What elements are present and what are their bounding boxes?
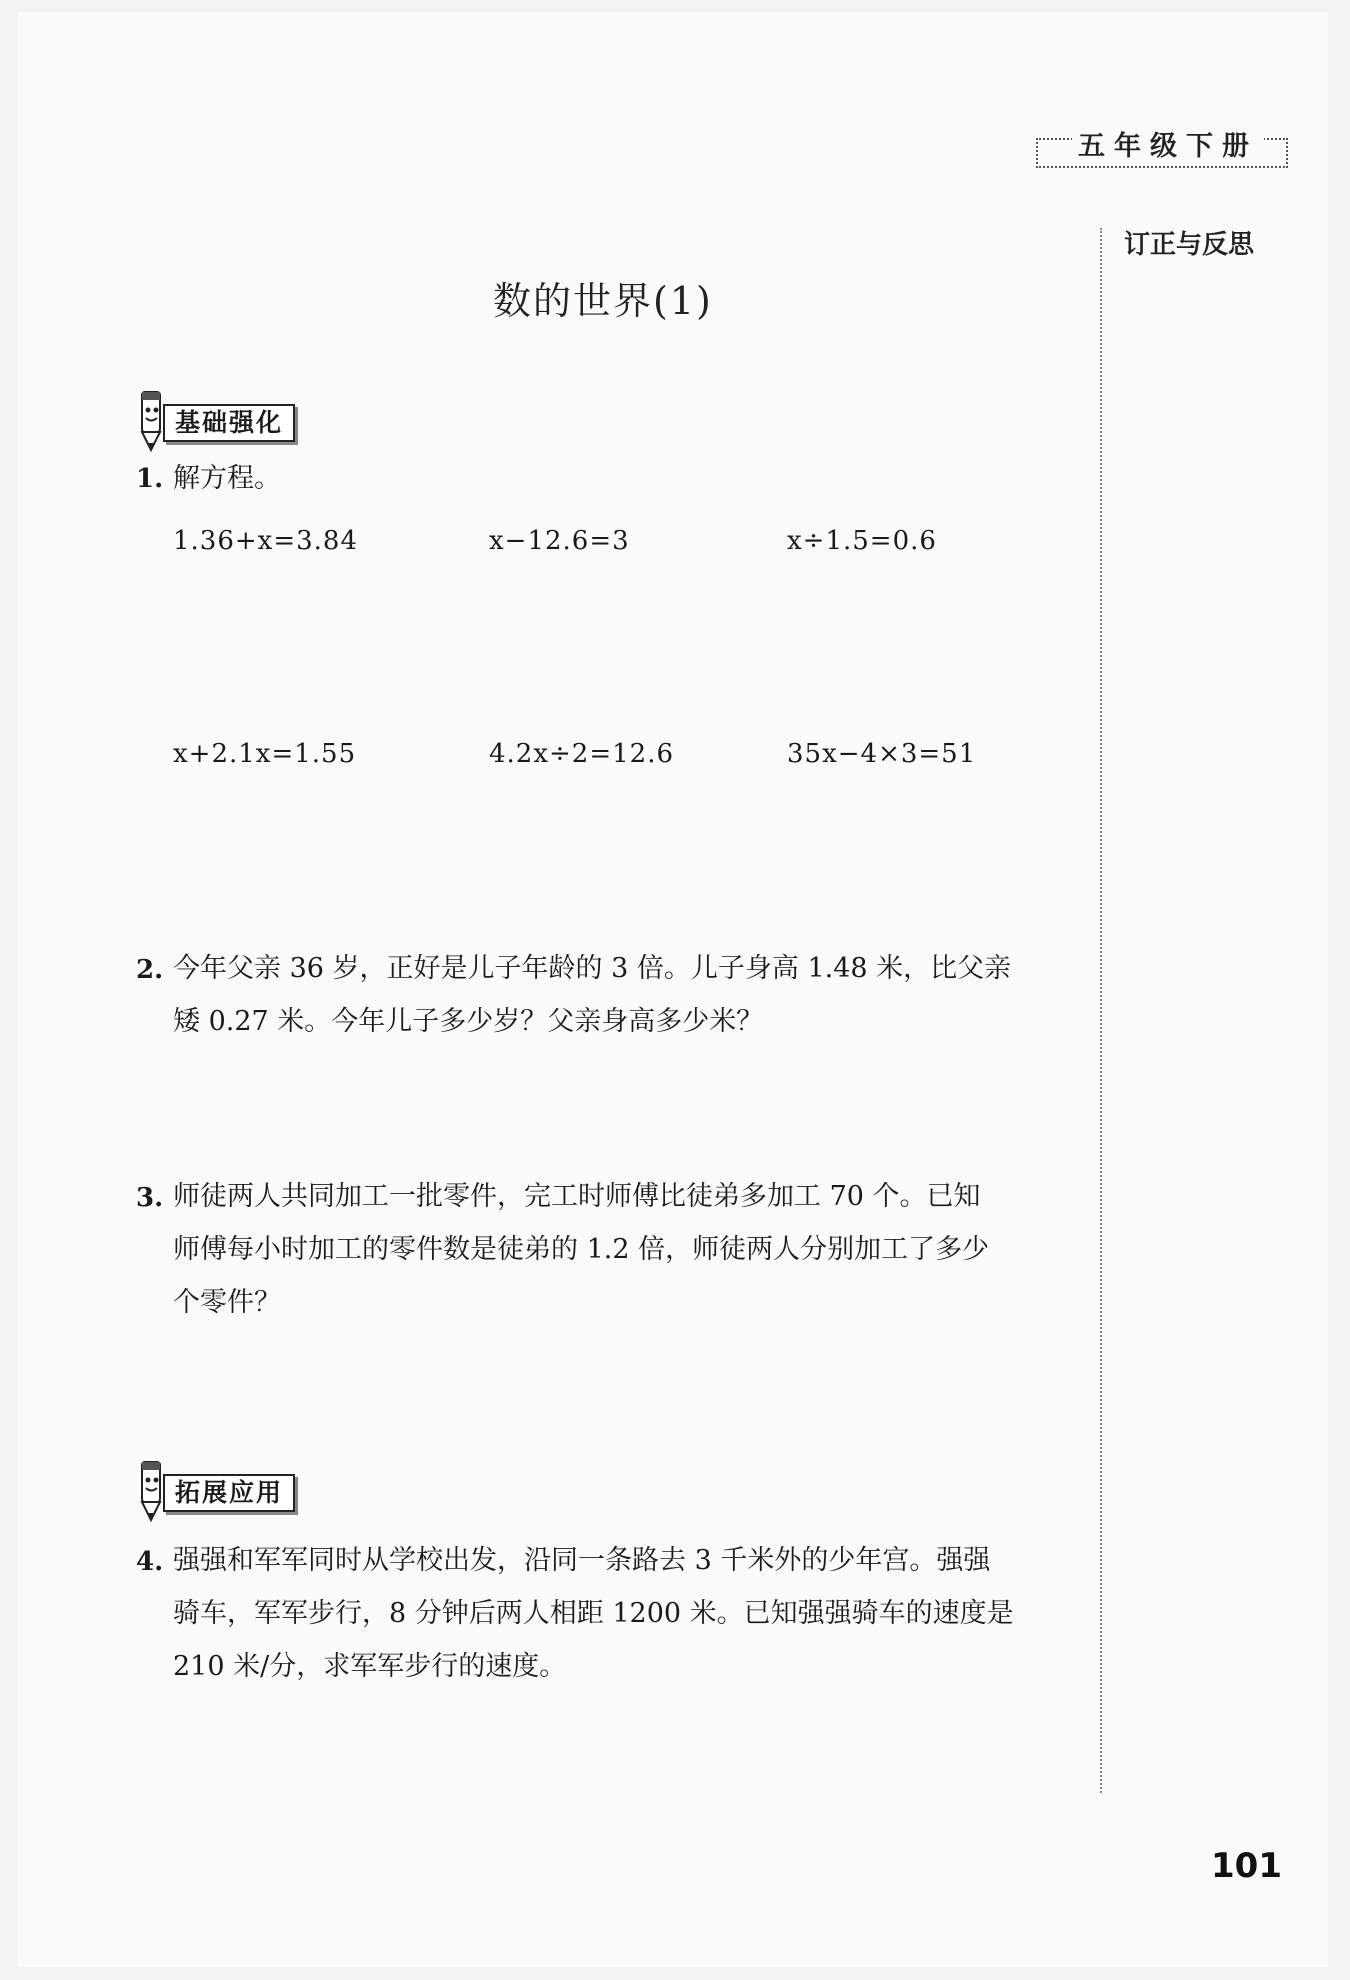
equation: 1.36+x=3.84 xyxy=(173,526,359,556)
question-text-line: 210 米/分，求军军步行的速度。 xyxy=(173,1651,567,1682)
grade-label: 五年级下册 xyxy=(1072,124,1264,163)
equation: x+2.1x=1.55 xyxy=(173,739,357,769)
question-number: 1. xyxy=(136,464,164,494)
question-text-line: 师徒两人共同加工一批零件，完工时师傅比徒弟多加工 70 个。已知 xyxy=(173,1181,981,1212)
lesson-title: 数的世界(1) xyxy=(493,279,713,323)
section-label: 拓展应用 xyxy=(163,1474,295,1512)
equation: x−12.6=3 xyxy=(489,526,630,556)
question-text-line: 个零件？ xyxy=(173,1287,281,1318)
equation: 35x−4×3=51 xyxy=(787,739,977,769)
equation: 4.2x÷2=12.6 xyxy=(489,739,675,769)
question-prompt: 解方程。 xyxy=(173,463,281,494)
grade-tag xyxy=(1036,124,1286,172)
equation: x÷1.5=0.6 xyxy=(787,526,937,556)
question-text-line: 强强和军军同时从学校出发，沿同一条路去 3 千米外的少年宫。强强 xyxy=(173,1545,991,1576)
question-number: 2. xyxy=(136,955,164,985)
side-divider xyxy=(1100,228,1102,1793)
question-number: 4. xyxy=(136,1547,164,1577)
page-number: 101 xyxy=(1211,1846,1282,1886)
question-text-line: 今年父亲 36 岁，正好是儿子年龄的 3 倍。儿子身高 1.48 米，比父亲 xyxy=(173,953,1012,984)
question-text-line: 师傅每小时加工的零件数是徒弟的 1.2 倍，师徒两人分别加工了多少 xyxy=(173,1234,990,1265)
section-label: 基础强化 xyxy=(163,404,295,442)
question-number: 3. xyxy=(136,1183,164,1213)
correction-reflection-title: 订正与反思 xyxy=(1124,230,1255,260)
workbook-page xyxy=(18,12,1328,1967)
question-text-line: 矮 0.27 米。今年儿子多少岁？父亲身高多少米？ xyxy=(173,1006,764,1037)
question-text-line: 骑车，军军步行，8 分钟后两人相距 1200 米。已知强强骑车的速度是 xyxy=(173,1598,1014,1629)
